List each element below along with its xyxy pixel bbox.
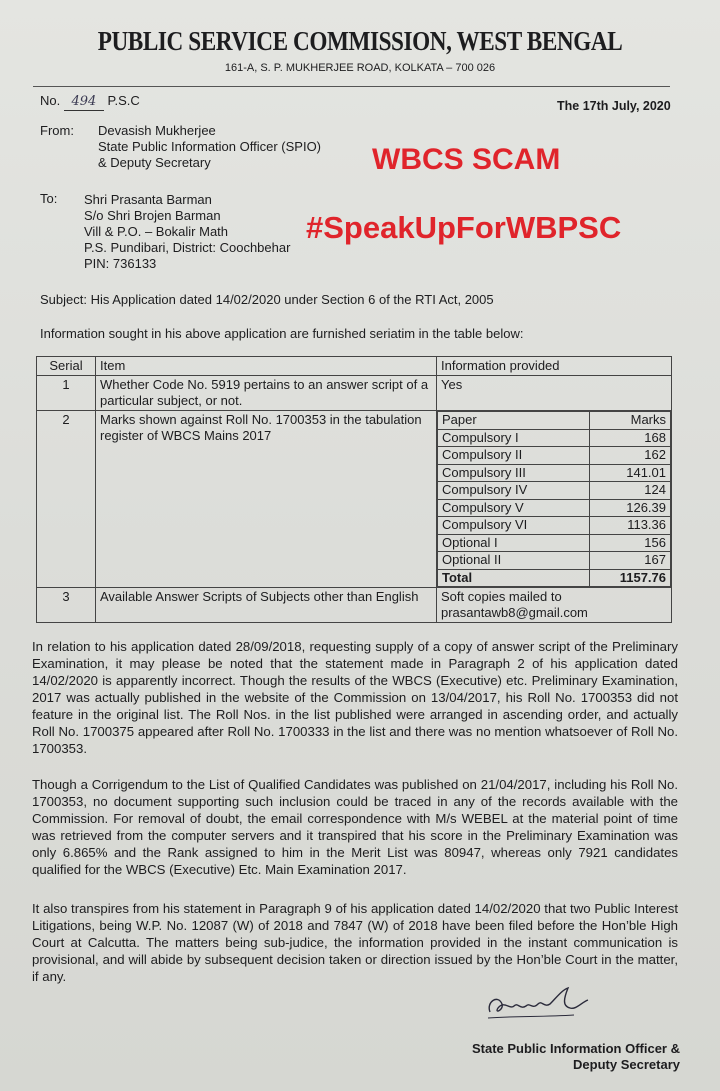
to-label: To: xyxy=(40,191,58,206)
information-table xyxy=(36,356,672,623)
signature-image xyxy=(484,984,594,1024)
paper-marks: 126.39 xyxy=(590,499,671,517)
signatory-designation: Deputy Secretary xyxy=(573,1057,680,1072)
paper-marks: 124 xyxy=(590,482,671,500)
paper-name: Optional II xyxy=(438,552,590,570)
marks-cell xyxy=(437,411,672,588)
reference-number xyxy=(40,93,140,111)
from-line: State Public Information Officer (SPIO) xyxy=(98,139,322,154)
marks-row xyxy=(438,517,671,535)
paper-marks: 167 xyxy=(590,552,671,570)
paper-name: Compulsory VI xyxy=(438,517,590,535)
table-row xyxy=(37,411,672,588)
to-line: PIN: 736133 xyxy=(84,256,157,271)
paragraph: It also transpires from his statement in Paragraph 9 of his application dated 14/02/2020 that two Public Interest Litigations, being W.P. No. 12087 (W) of 2018 and 7847 (W) of 2018 have been filed before the Hon’ble High Court at Calcutta. The matters being sub-judice, the information provided in the instant communication is provisional, and will abide by subsequent decision taken or direction issued by the Hon’ble Court in the matter, if any. xyxy=(32,901,678,984)
email-address: prasantawb8@gmail.com xyxy=(441,605,588,620)
paper-name: Compulsory IV xyxy=(438,482,590,500)
paper-name: Compulsory III xyxy=(438,464,590,482)
table-row xyxy=(37,376,672,411)
info-cell: Yes xyxy=(437,376,672,411)
paper-marks: 141.01 xyxy=(590,464,671,482)
marks-row xyxy=(438,534,671,552)
paragraph: In relation to his application dated 28/09/2018, requesting supply of a copy of answer script of the Preliminary Examination, it may please be noted that the statement made in Paragraph 2 of his application dated 14/02/2020 is apparently incorrect. Though the results of the WBCS (Executive) etc. Preliminary Examination, 2017 was actually published in the website of the Commission on 13/04/2017, his Roll No. 1700353 did not feature in the original list. The Roll Nos. in the list published were arranged in ascending order, and actually Roll No. 1700375 appeared after Roll No. 1700333 in the list and there was no mention whatsoever of Roll No. 1700353. xyxy=(32,639,678,756)
paper-marks: 156 xyxy=(590,534,671,552)
paper-marks: 168 xyxy=(590,429,671,447)
commission-address: 161-A, S. P. MUKHERJEE ROAD, KOLKATA – 700 026 xyxy=(224,62,496,74)
marks-row xyxy=(438,447,671,465)
header-rule xyxy=(33,86,670,87)
item-cell: Marks shown against Roll No. 1700353 in the tabulation register of WBCS Mains 2017 xyxy=(96,411,437,588)
marks-row xyxy=(438,429,671,447)
to-line: Vill & P.O. – Bokalir Math xyxy=(84,224,229,239)
total-label: Total xyxy=(438,569,590,587)
to-line: S/o Shri Brojen Barman xyxy=(84,208,221,223)
serial-cell: 1 xyxy=(37,376,96,411)
info-header: Information provided xyxy=(437,357,672,376)
signatory-title: State Public Information Officer & xyxy=(471,1041,680,1056)
letter-date: The 17th July, 2020 xyxy=(557,99,671,113)
paper-name: Optional I xyxy=(438,534,590,552)
from-line: Devasish Mukherjee xyxy=(98,123,216,138)
commission-title: PUBLIC SERVICE COMMISSION, WEST BENGAL xyxy=(97,26,623,56)
serial-cell: 2 xyxy=(37,411,96,588)
marks-header: Marks xyxy=(590,412,671,430)
serial-cell: 3 xyxy=(37,588,96,623)
paper-marks: 113.36 xyxy=(590,517,671,535)
item-cell: Available Answer Scripts of Subjects other than English xyxy=(96,588,437,623)
marks-row xyxy=(438,464,671,482)
marks-total-row xyxy=(438,569,671,587)
item-header: Item xyxy=(96,357,437,376)
to-line: Shri Prasanta Barman xyxy=(84,192,212,207)
paper-name: Compulsory V xyxy=(438,499,590,517)
from-block xyxy=(98,123,321,171)
overlay-scam-tag: WBCS SCAM xyxy=(372,143,561,176)
paragraph: Though a Corrigendum to the List of Qualified Candidates was published on 21/04/2017, including his Roll No. 1700353, no document supporting such inclusion could be traced in any of the records available with the Commission. For removal of doubt, the email correspondence with M/s WEBEL at the material point of time was retrieved from the computer servers and it transpired that his score in the Preliminary Examination was only 6.865% and the Rank assigned to him in the Merit List was 80947, whereas only 7921 candidates qualified for the WBCS (Executive) Etc. Main Examination 2017. xyxy=(32,777,678,877)
overlay-hashtag: #SpeakUpForWBPSC xyxy=(306,210,622,245)
marks-row xyxy=(438,482,671,500)
total-value: 1157.76 xyxy=(590,569,671,587)
marks-row xyxy=(438,499,671,517)
from-label: From: xyxy=(40,123,74,138)
paper-marks: 162 xyxy=(590,447,671,465)
info-cell xyxy=(437,588,672,623)
paper-name: Compulsory I xyxy=(438,429,590,447)
to-line: P.S. Pundibari, District: Coochbehar xyxy=(84,240,291,255)
ref-no-value: 494 xyxy=(64,94,104,111)
table-intro: Information sought in his above application are furnished seriatim in the table below: xyxy=(40,326,524,341)
paper-header: Paper xyxy=(438,412,590,430)
ref-no-suffix: P.S.C xyxy=(107,93,140,108)
subject-line: Subject: His Application dated 14/02/2020 under Section 6 of the RTI Act, 2005 xyxy=(40,292,494,307)
to-block xyxy=(84,192,290,272)
item-cell: Whether Code No. 5919 pertains to an answer script of a particular subject, or not. xyxy=(96,376,437,411)
soft-copy-note: Soft copies mailed to xyxy=(441,589,562,604)
table-row xyxy=(37,588,672,623)
table-header-row xyxy=(37,357,672,376)
serial-header: Serial xyxy=(37,357,96,376)
paper-name: Compulsory II xyxy=(438,447,590,465)
from-line: & Deputy Secretary xyxy=(98,155,211,170)
marks-row xyxy=(438,552,671,570)
ref-no-label: No. xyxy=(40,93,61,108)
marks-table xyxy=(437,411,671,587)
